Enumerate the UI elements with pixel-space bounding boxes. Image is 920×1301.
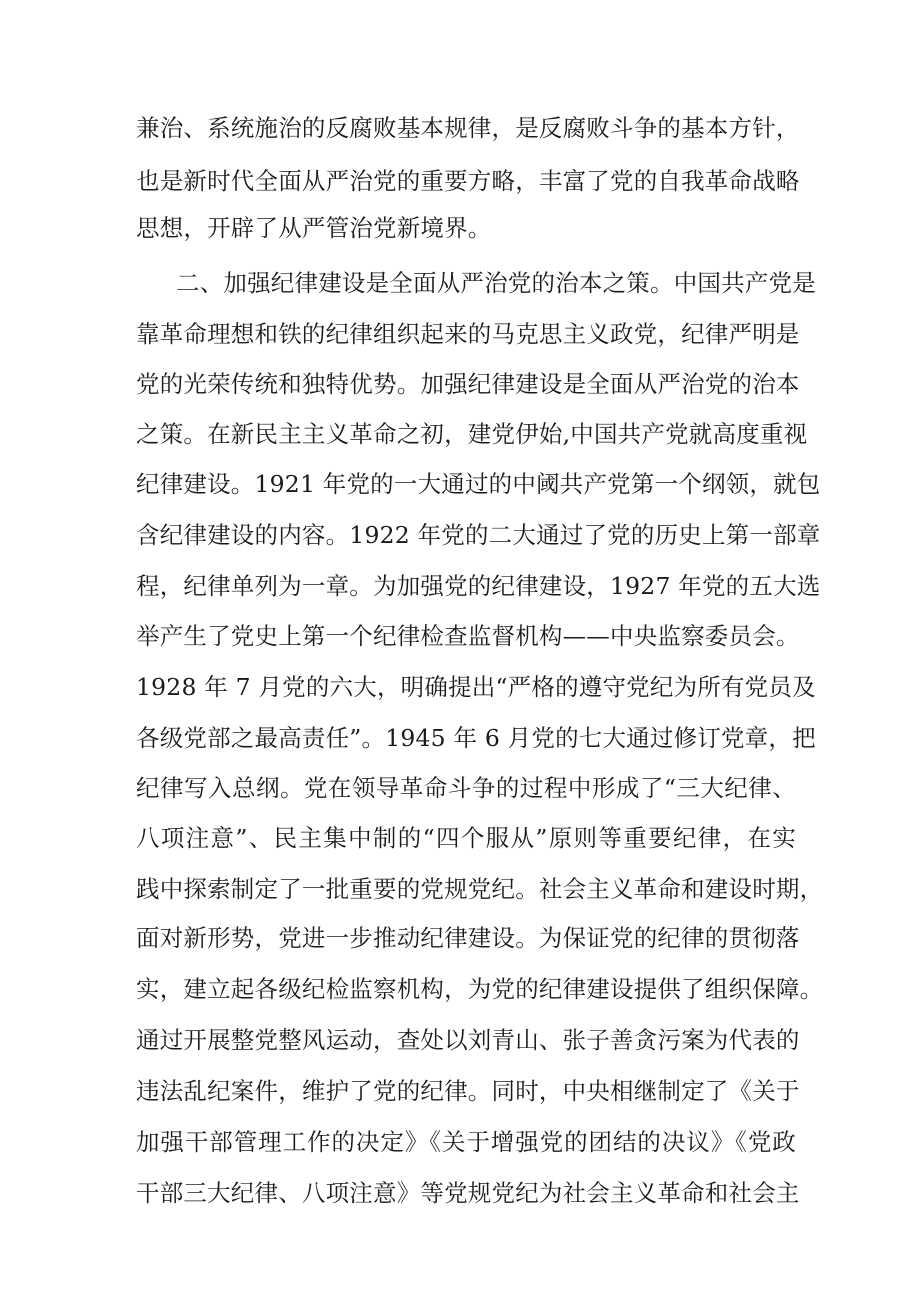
text-line: 含纪律建设的内容。1922 年党的二大通过了党的历史上第一部章 — [136, 521, 821, 549]
text-line: 践中探索制定了一批重要的党规党纪。社会主义革命和建设时期， — [136, 875, 824, 903]
text-line: 也是新时代全面从严治党的重要方略，丰富了党的自我革命战略 — [136, 167, 800, 195]
text-line: 各级党部之最高责任”。1945 年 6 月党的七大通过修订党章，把 — [136, 724, 816, 752]
text-line: 通过开展整党整风运动，查处以刘青山、张子善贪污案为代表的 — [136, 1026, 800, 1054]
text-line: 程，纪律单列为一章。为加强党的纪律建设，1927 年党的五大选 — [136, 572, 821, 600]
text-line: 举产生了党史上第一个纪律检查监督机构——中央监察委员会。 — [136, 622, 800, 650]
text-line: 兼治、系统施治的反腐败基本规律，是反腐败斗争的基本方针， — [136, 114, 800, 142]
text-line: 纪律写入总纲。党在领导革命斗争的过程中形成了“三大纪律、 — [136, 774, 796, 802]
text-line: 纪律建设。1921 年党的一大通过的中阈共产党第一个纲领，就包 — [136, 470, 821, 498]
text-line: 面对新形势，党进一步推动纪律建设。为保证党的纪律的贯彻落 — [136, 924, 800, 952]
text-line: 八项注意”、民主集中制的“四个服从”原则等重要纪律，在实 — [136, 824, 796, 852]
text-line: 干部三大纪律、八项注意》等党规党纪为社会主义革命和社会主 — [136, 1179, 800, 1207]
text-line: 靠革命理想和铁的纪律组织起来的马克思主义政党，纪律严明是 — [136, 320, 800, 348]
text-line: 加强干部管理工作的决定》《关于增强党的团结的决议》《党政 — [136, 1128, 796, 1156]
text-line: 实，建立起各级纪检监察机构，为党的纪律建设提供了组织保障。 — [136, 975, 824, 1003]
text-line: 违法乱纪案件，维护了党的纪律。同时，中央相继制定了《关于 — [136, 1077, 800, 1105]
text-line: 党的光荣传统和独特优势。加强纪律建设是全面从严治党的治本 — [136, 370, 800, 398]
text-line: 之策。在新民主主义革命之初，建党伊始,中国共产党就高度重视 — [136, 420, 808, 448]
text-line: 思想，开辟了从严管治党新境界。 — [136, 214, 492, 242]
text-line: 1928 年 7 月党的六大，明确提出“严格的遵守党纪为所有党员及 — [136, 673, 816, 701]
paragraph-heading-line: 二、加强纪律建设是全面从严治党的治本之策。中国共产党是 — [176, 269, 816, 297]
